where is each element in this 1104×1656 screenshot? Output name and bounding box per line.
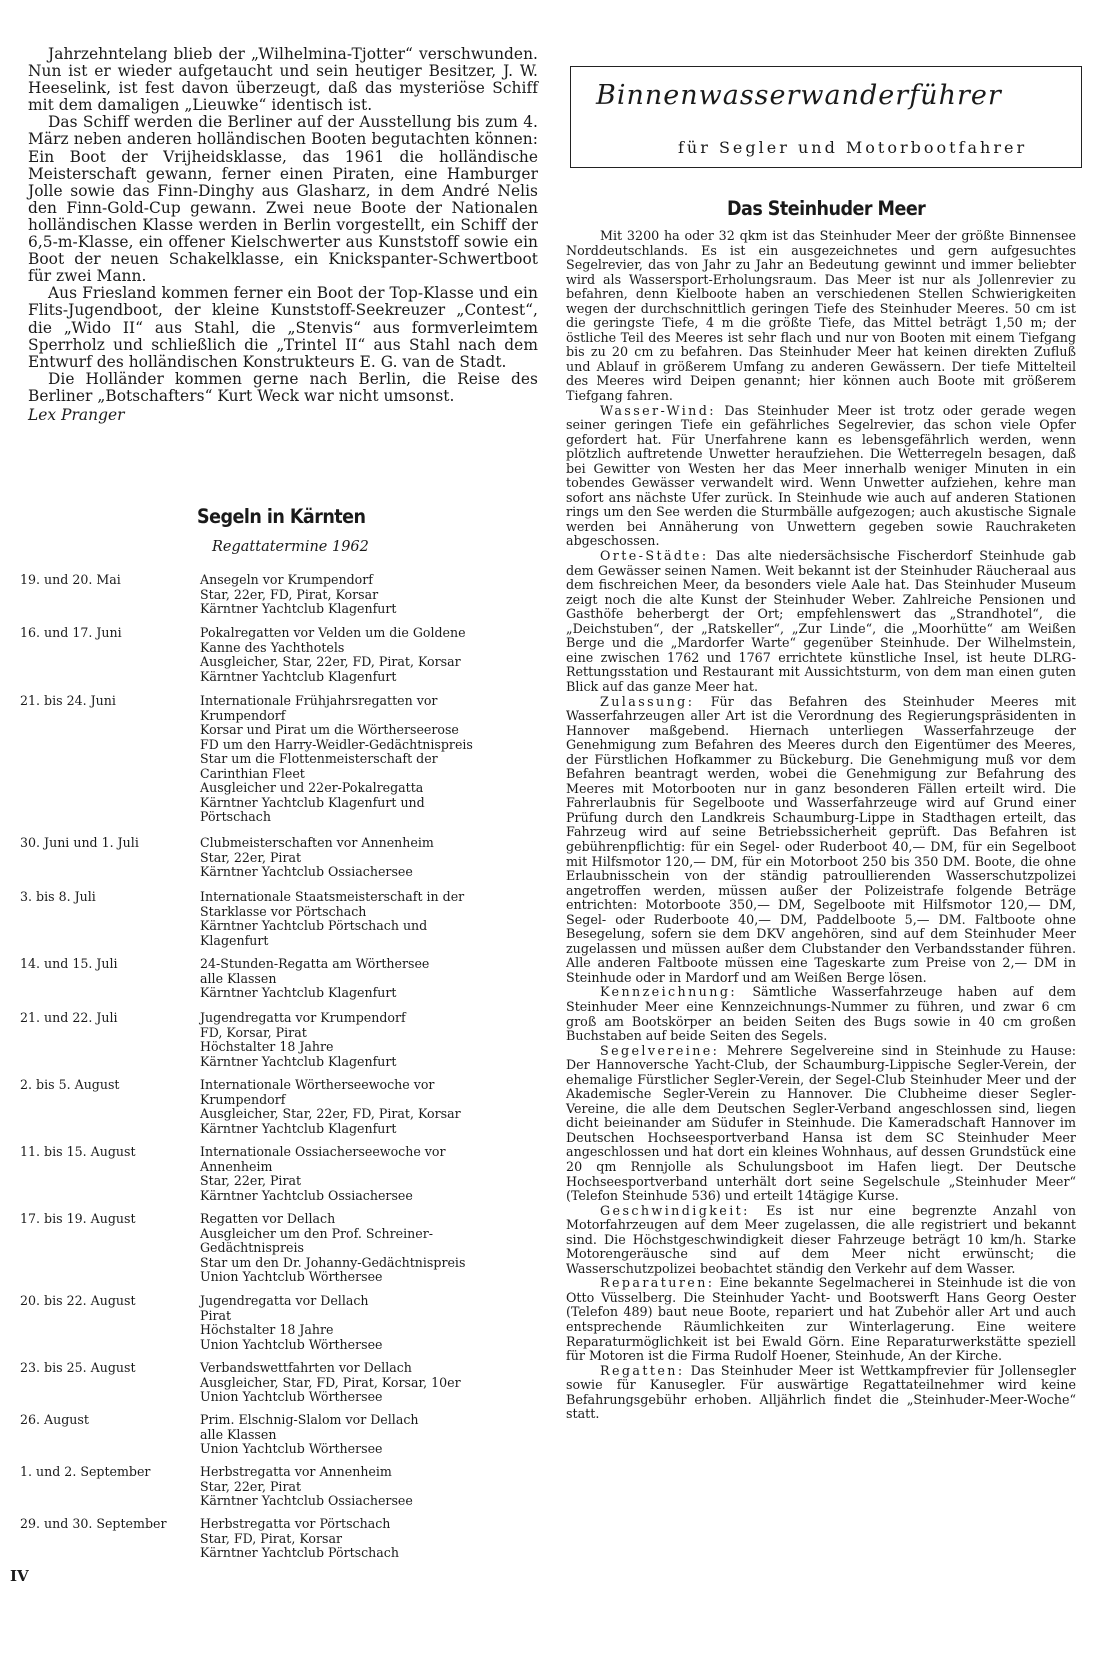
regatta-line: Kärntner Yachtclub Klagenfurt: [200, 668, 397, 684]
regatta-line: Herbstregatta vor Annenheim: [200, 1464, 392, 1479]
section-text: Das Steinhuder Meer ist Wettkampfrevier für Jollensegler sowie für Kanusegler. Für auswärtige Regattateilnehmer wird keine Befahrungsgebühr erhoben. Alljährlich findet die „Steinhuder-Meer-Woche“ statt.: [566, 1362, 1076, 1422]
regatta-date: 21. und 22. Juli: [20, 1010, 118, 1025]
article-paragraph: Die Holländer kommen gerne nach Berlin, die Reise des Berliner „Botschafters“ Kurt Weck war nicht umsonst.: [28, 369, 538, 405]
article-section: [566, 695, 1076, 986]
segeln-title: Segeln in Kärnten: [197, 505, 366, 528]
section-text: Das Steinhuder Meer ist trotz oder gerade wegen seiner geringen Tiefe ein gefährliches Segelrevier, das schon viele Opfer gefordert hat. Für Unerfahrene kann es lebensgefährlich werden, wenn plötzlich auftretende Unwetter heraufziehen. Die Wetterregeln besagen, daß bei Gewitter von Westen her das Meer innerhalb weniger Minuten in ein tobendes Gewässer verwandelt wird. Wenn Unwetter aufziehen, kehre man sofort ans nächste Ufer zurück. In Steinhude wie auch auf anderen Stationen rings um den See werden die Sturmbälle aufgezogen; auch akustische Signale werden bei Annäherung von Unwettern gegeben sowie Rauchraketen abgeschossen.: [566, 402, 1076, 549]
regatta-line: Star, 22er, FD, Pirat, Korsar: [200, 586, 379, 602]
regatta-line: Kärntner Yachtclub Klagenfurt und: [200, 794, 425, 810]
section-heading: Geschwindigkeit:: [600, 1202, 750, 1218]
article-paragraph: Das Schiff werden die Berliner auf der Ausstellung bis zum 4. März neben anderen holländischen Booten begutachten können: Ein Boot der Vrijheidsklasse, das 1961 die holländische Meisterschaft gewann, ferner einen Piraten, eine Hamburger Jolle sowie das Finn-Dinghy aus Glasharz, in dem André Nelis den Finn-Gold-Cup gewann. Zwei neue Boote der Nationalen holländischen Klasse werden in Berlin vorgestellt, ein Schiff der 6,5-m-Klasse, ein offener Kielschwerter aus Kunststoff sowie ein Boot der neuen Schakelklasse, ein Knickspanter-Schwertboot für zwei Mann.: [28, 113, 538, 286]
steinhude-article: [566, 229, 1076, 1422]
regatta-date: 23. bis 25. August: [20, 1360, 136, 1375]
regatta-line: Starklasse vor Pörtschach: [200, 903, 367, 919]
section-text: Es ist nur eine begrenzte Anzahl von Motorfahrzeugen auf dem Meer zugelassen, die alle registriert und bekannt sind. Die Höchstgeschwindigkeit dieser Fahrzeuge beträgt 10 km/h. Starke Motorengeräusche sind auf dem Meer nicht erwünscht; die Wasserschutzpolizei beobachtet ständig den Verkehr auf dem Wasser.: [566, 1202, 1076, 1276]
regatta-line: Regatten vor Dellach: [200, 1211, 336, 1226]
regatta-line: Carinthian Fleet: [200, 765, 305, 781]
regatta-details: [200, 836, 540, 880]
article-intro: Mit 3200 ha oder 32 qkm ist das Steinhuder Meer der größte Binnensee Norddeutschlands. Es ist ein ausgezeichnetes und gern aufgesuchtes Segelrevier, das von Jahr zu Jahr an Bedeutung gewinnt und immer beliebter wird als Wassersport-Erholungsraum. Das Meer ist nur als Jollenrevier zu befahren, denn Kielboote haben an verschiedenen Stellen Schwierigkeiten wegen der durchschnittlich geringen Tiefe des Steinhuder Meeres. 50 cm ist die geringste Tiefe, 4 m die größte Tiefe, das Mittel beträgt 1,50 m; der östliche Teil des Meeres ist sehr flach und nur von Booten mit einem Tiefgang bis zu 20 cm zu befahren. Das Steinhuder Meer hat keinen direkten Zufluß und Ablauf in größerem Umfang zu anderen Gewässern. Der tiefe Mittelteil des Meeres wird Deipen genannt; hier können auch Boote mit größerem Tiefgang fahren.: [566, 228, 1076, 404]
regatta-line: alle Klassen: [200, 970, 277, 986]
regatta-line: Internationale Wörtherseewoche vor: [200, 1077, 435, 1092]
regatta-details: [200, 1517, 540, 1561]
regatta-date: 30. Juni und 1. Juli: [20, 835, 139, 850]
regatta-details: [200, 1465, 540, 1509]
regatta-line: Union Yachtclub Wörthersee: [200, 1269, 383, 1284]
regatta-line: Internationale Ossiacherseewoche vor: [200, 1144, 446, 1159]
regatta-line: Internationale Staatsmeisterschaft in der: [200, 889, 465, 904]
section-heading: Segelvereine:: [600, 1042, 720, 1058]
regatta-date: 1. und 2. September: [20, 1464, 151, 1479]
article-section: [566, 1276, 1076, 1363]
regatta-line: Gedächtnispreis: [200, 1240, 304, 1255]
article-section: [566, 985, 1076, 1043]
regatta-line: Prim. Elschnig-Slalom vor Dellach: [200, 1412, 419, 1427]
regatta-line: Star um den Dr. Johanny-Gedächtnispreis: [200, 1254, 466, 1270]
regatta-line: Ansegeln vor Krumpendorf: [200, 572, 373, 587]
regatta-line: Verbandswettfahrten vor Dellach: [200, 1360, 412, 1375]
regatta-line: Ausgleicher und 22er-Pokalregatta: [200, 780, 424, 795]
regatta-date: 11. bis 15. August: [20, 1144, 136, 1159]
regatta-line: Kärntner Yachtclub Klagenfurt: [200, 1053, 397, 1069]
section-heading: Zulassung:: [600, 693, 695, 709]
regatta-details: [200, 1413, 540, 1457]
regatta-details: [200, 1078, 540, 1136]
regatta-details: [200, 1294, 540, 1352]
series-subtitle: für Segler und Motorbootfahrer: [678, 138, 1028, 157]
regatta-line: Kärntner Yachtclub Klagenfurt: [200, 1120, 397, 1136]
regatta-line: Krumpendorf: [200, 707, 286, 723]
regatta-date: 3. bis 8. Juli: [20, 889, 96, 904]
regatta-line: Union Yachtclub Wörthersee: [200, 1441, 383, 1456]
regatta-line: 24-Stunden-Regatta am Wörthersee: [200, 956, 430, 971]
regatta-line: Annenheim: [200, 1158, 273, 1174]
regatta-line: Korsar und Pirat um die Wörtherseerose: [200, 722, 459, 737]
article-author: Lex Pranger: [28, 405, 125, 424]
section-text: Eine bekannte Segelmacherei in Steinhude ist die von Otto Vüsselberg. Die Steinhuder Yacht- und Bootswerft Hans Georg Oester (Telefon 489) baut neue Boote, repariert und hat Zubehör aller Art und auch entsprechende Räumlichkeiten zur Winterlagerung. Eine weitere Reparaturmöglichkeit ist bei Ewald Görn. Eine Reparaturwerkstätte speziell für Motoren ist die Firma Rudolf Hoener, Steinhude, An der Kirche.: [566, 1275, 1076, 1364]
regatta-line: FD um den Harry-Weidler-Gedächtnispreis: [200, 736, 473, 752]
regatta-line: Clubmeisterschaften vor Annenheim: [200, 835, 434, 850]
regatta-line: alle Klassen: [200, 1426, 277, 1442]
regatta-line: Kärntner Yachtclub Ossiachersee: [200, 1493, 413, 1508]
regatta-line: Union Yachtclub Wörthersee: [200, 1389, 383, 1404]
article-section: [566, 1204, 1076, 1277]
regatta-line: Herbstregatta vor Pörtschach: [200, 1516, 391, 1531]
regatta-line: Kärntner Yachtclub Pörtschach: [200, 1545, 399, 1560]
section-text: Sämtliche Wasserfahrzeuge haben auf dem Steinhuder Meer eine Kennzeichnungs-Nummer zu führen, und zwar 6 cm groß am Bootskörper an beiden Seiten des Bugs sowie in 40 cm großen Buchstaben auf beide Seiten des Segels.: [566, 984, 1076, 1044]
regatta-date: 17. bis 19. August: [20, 1211, 136, 1226]
regatta-date: 2. bis 5. August: [20, 1077, 120, 1092]
regatta-date: 20. bis 22. August: [20, 1293, 136, 1308]
regatta-date: 29. und 30. September: [20, 1516, 167, 1531]
regatta-details: [200, 1011, 540, 1069]
regatta-line: Pirat: [200, 1307, 232, 1323]
regatta-details: [200, 694, 540, 825]
regatta-line: Star, FD, Pirat, Korsar: [200, 1530, 342, 1546]
section-text: Mehrere Segelvereine sind in Steinhude zu Hause: Der Hannoversche Yacht-Club, der Schaumburg-Lippische Segler-Verein, der ehemalige Fürstlicher Segler-Verein, der Segel-Club Steinhuder Meer und der Akademische Segler-Verein zu Hannover. Die Clubheime dieser Segler-Vereine, die alle dem Deutschen Segler-Verband angeschlossen sind, liegen dicht beieinander am Südufer in Steinhude. Die Kameradschaft Hannover im Deutschen Hochseesportverband Hansa ist dem SC Steinhuder Meer angeschlossen und hat dort ein kleines Wohnhaus, auf dessen Grundstück eine 20 qm Rennjolle als Schulungsboot im Hafen liegt. Der Deutsche Hochseesportverband unterhält dort seine Segelschule „Steinhuder Meer“ (Telefon Steinhude 536) und erteilt 14tägige Kurse.: [566, 1042, 1076, 1204]
regatta-line: Klagenfurt: [200, 932, 269, 948]
regatta-line: Union Yachtclub Wörthersee: [200, 1336, 383, 1352]
regatta-line: Ausgleicher, Star, 22er, FD, Pirat, Korsar: [200, 1106, 461, 1121]
series-title: Binnenwasserwanderführer: [596, 80, 1002, 111]
section-text: Das alte niedersächsische Fischerdorf Steinhude gab dem Gewässer seinen Namen. Weit bekannt ist der Steinhuder Räucheraal aus dem fischreichen Meer, da besonders viele Aale hat. Das Steinhuder Museum zeigt noch die alte Kunst der Steinhuder Weber. Zahlreiche Pensionen und Gasthöfe beherbergt der Ort; empfehlenswert das „Strandhotel“, die „Deichstuben“, der „Ratskeller“, „Zur Linde“, die „Moorhütte“ am Weißen Berge und die „Mardorfer Warte“ gegenüber Steinhude. Der Wilhelmstein, eine zwischen 1762 und 1767 errichtete künstliche Insel, ist heute DLRG-Rettungsstation und Restaurant mit Aussichtsturm, von dem man einen guten Blick auf das ganze Meer hat.: [566, 548, 1076, 694]
regatta-line: Ausgleicher, Star, FD, Pirat, Korsar, 10er: [200, 1374, 461, 1390]
segeln-subtitle: Regattatermine 1962: [212, 539, 369, 555]
article-section: [566, 549, 1076, 694]
regatta-line: Pörtschach: [200, 809, 271, 824]
steinhude-title: Das Steinhuder Meer: [727, 197, 926, 220]
regatta-line: FD, Korsar, Pirat: [200, 1024, 307, 1040]
section-heading: Reparaturen:: [600, 1275, 715, 1291]
regatta-details: [200, 890, 540, 948]
article-section: [566, 404, 1076, 549]
regatta-line: Internationale Frühjahrsregatten vor: [200, 693, 438, 708]
regatta-line: Krumpendorf: [200, 1091, 286, 1107]
regatta-line: Star, 22er, Pirat: [200, 1478, 302, 1494]
regatta-line: Star, 22er, Pirat: [200, 1173, 302, 1188]
regatta-line: Kanne des Yachthotels: [200, 639, 345, 655]
regatta-line: Jugendregatta vor Krumpendorf: [200, 1010, 406, 1025]
article-paragraph: Jahrzehntelang blieb der „Wilhelmina-Tjotter“ verschwunden. Nun ist er wieder aufgetaucht und sein heutiger Besitzer, J. W. Heeselink, ist fest davon überzeugt, daß das mysteriöse Schiff mit dem damaligen „Lieuwke“ identisch ist.: [28, 45, 538, 115]
page-number: IV: [10, 1567, 29, 1585]
regatta-line: Star um die Flottenmeisterschaft der: [200, 751, 438, 766]
section-heading: Orte-Städte:: [600, 548, 709, 564]
regatta-line: Höchstalter 18 Jahre: [200, 1039, 334, 1054]
regatta-details: [200, 957, 540, 1001]
article-section: [566, 1364, 1076, 1422]
regatta-line: Pokalregatten vor Velden um die Goldene: [200, 625, 466, 640]
regatta-line: Kärntner Yachtclub Pörtschach und: [200, 918, 428, 933]
regatta-details: [200, 573, 540, 617]
regatta-line: Kärntner Yachtclub Ossiachersee: [200, 864, 413, 879]
section-heading: Kennzeichnung:: [600, 984, 738, 1000]
regatta-line: Star, 22er, Pirat: [200, 849, 302, 865]
article-section: [566, 1044, 1076, 1204]
dutch-boats-article: [28, 46, 538, 424]
regatta-line: Ausgleicher um den Prof. Schreiner-: [200, 1225, 433, 1241]
regatta-line: Höchstalter 18 Jahre: [200, 1322, 334, 1337]
regatta-date: 14. und 15. Juli: [20, 956, 118, 971]
section-heading: Regatten:: [600, 1362, 685, 1378]
regatta-details: [200, 1145, 540, 1203]
regatta-date: 26. August: [20, 1412, 89, 1427]
section-text: Für das Befahren des Steinhuder Meeres mit Wasserfahrzeugen aller Art ist die Verordnung des Regierungspräsidenten in Hannover maßgebend. Hiernach unterliegen Wasserfahrzeuge der Genehmigung zum Befahren des Meeres durch den Eigentümer des Meeres, der Fürstlichen Hofkammer zu Bückeburg. Die Genehmigung muß vor dem Befahren beantragt werden, wobei die Genehmigung zur Befahrung des Meeres mit Motorbooten nur in ganz besonderen Fällen erteilt wird. Die Fahrerlaubnis für Segelboote und Wasserfahrzeuge wird auf Grund einer Prüfung durch den Landkreis Schaumburg-Lippe in Stadthagen erteilt, das Fahrzeug wird auf seine Betriebssicherheit geprüft. Das Befahren ist gebührenpflichtig: für ein Segel- oder Ruderboot 40,— DM, für ein Segelboot mit Hilfsmotor 120,— DM, für ein Motorboot 250 bis 350 DM. Boote, die ohne Erlaubnisschein von der ständig patroullierenden Wasserschutzpolizei angetroffen werden, müssen außer der Polizeistrafe folgende Beträge entrichten: Motorboote 350,— DM, Segelboote mit Hilfsmotor 120,— DM, Segel- oder Ruderboote 40,— DM, Paddelboote 5,— DM. Faltboote ohne Besegelung, sofern sie dem DKV angehören, sind auf dem Steinhuder Meer zugelassen und müssen außer dem Clubstander den Verbandsstander führen. Alle anderen Faltboote müssen eine Tageskarte zum Preise von 2,— DM in Steinhude oder in Mardorf und am Weißen Berge lösen.: [566, 693, 1076, 985]
regatta-line: Kärntner Yachtclub Ossiachersee: [200, 1187, 413, 1203]
regatta-details: [200, 1212, 540, 1285]
regatta-line: Ausgleicher, Star, 22er, FD, Pirat, Korsar: [200, 654, 461, 669]
article-paragraph: Aus Friesland kommen ferner ein Boot der Top-Klasse und ein Flits-Jugendboot, der kleine Kunststoff-Seekreuzer „Contest“, die „Wido II“ aus Stahl, die „Stenvis“ aus formverleimtem Sperrholz und schließlich die „Trintel II“ aus Stahl nach dem Entwurf des holländischen Konstrukteurs E. G. van de Stadt.: [28, 284, 538, 371]
section-heading: Wasser-Wind:: [600, 402, 716, 418]
regatta-details: [200, 626, 540, 684]
regatta-date: 19. und 20. Mai: [20, 572, 121, 587]
regatta-line: Kärntner Yachtclub Klagenfurt: [200, 985, 397, 1000]
regatta-line: Jugendregatta vor Dellach: [200, 1293, 369, 1308]
regatta-date: 21. bis 24. Juni: [20, 693, 116, 708]
regatta-line: Kärntner Yachtclub Klagenfurt: [200, 601, 397, 616]
regatta-details: [200, 1361, 540, 1405]
regatta-date: 16. und 17. Juni: [20, 625, 122, 640]
